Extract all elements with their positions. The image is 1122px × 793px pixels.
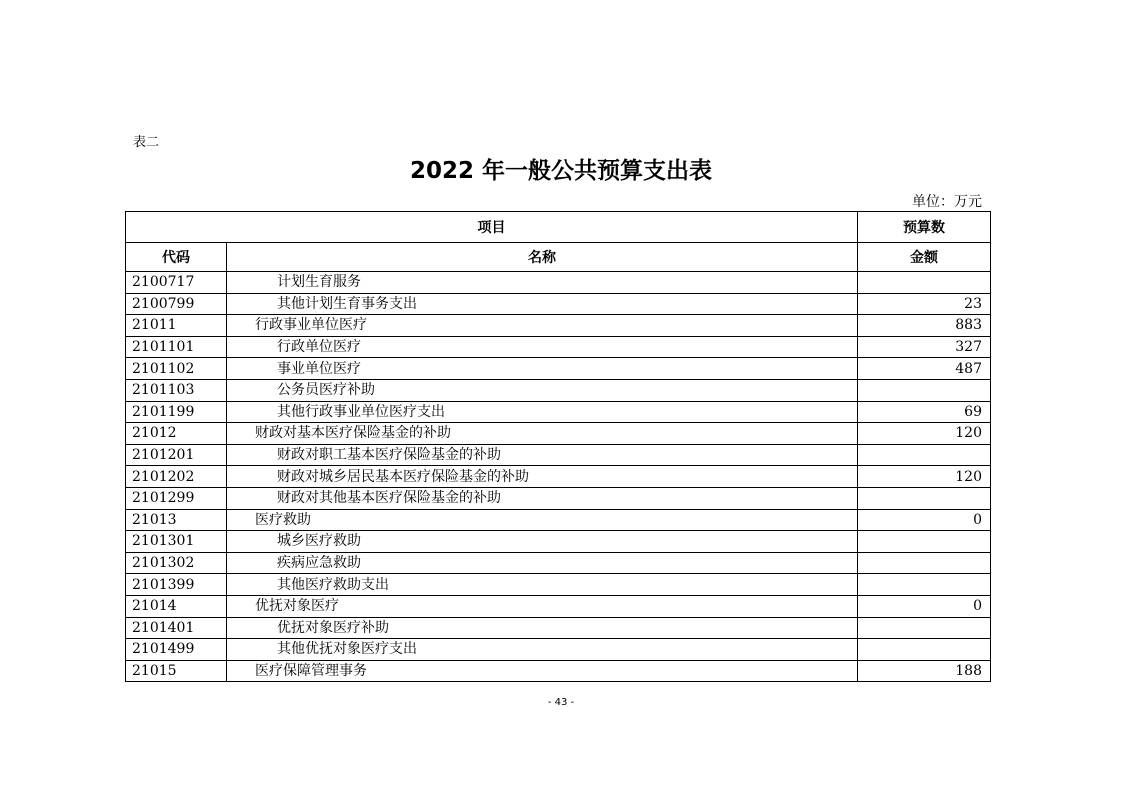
page-number: - 43 - [547, 697, 575, 708]
row-name: 其他优抚对象医疗支出 [227, 639, 858, 661]
row-code: 2100799 [126, 293, 227, 315]
table-row [126, 531, 991, 553]
row-code: 2101103 [126, 379, 227, 401]
table-row [126, 315, 991, 337]
row-amount [858, 531, 991, 553]
row-amount: 0 [858, 595, 991, 617]
table-row [126, 466, 991, 488]
row-code: 21014 [126, 595, 227, 617]
row-amount [858, 444, 991, 466]
row-name: 计划生育服务 [227, 272, 858, 294]
table-row [126, 574, 991, 596]
row-code: 2101302 [126, 552, 227, 574]
row-name: 优抚对象医疗 [227, 595, 858, 617]
row-name: 疾病应急救助 [227, 552, 858, 574]
unit-label: 单位：万元 [912, 194, 982, 210]
row-code: 2101201 [126, 444, 227, 466]
row-code: 2101101 [126, 336, 227, 358]
row-name: 医疗救助 [227, 509, 858, 531]
row-code: 2101399 [126, 574, 227, 596]
row-code: 2100717 [126, 272, 227, 294]
row-code: 21012 [126, 423, 227, 445]
table-row [126, 358, 991, 380]
header-amount: 金额 [858, 243, 991, 272]
row-name: 医疗保障管理事务 [227, 660, 858, 682]
table-label: 表二 [133, 135, 160, 150]
table-row [126, 660, 991, 682]
header-budget: 预算数 [858, 212, 991, 243]
table-row [126, 639, 991, 661]
row-code: 2101102 [126, 358, 227, 380]
row-name: 其他计划生育事务支出 [227, 293, 858, 315]
row-amount [858, 617, 991, 639]
row-name: 优抚对象医疗补助 [227, 617, 858, 639]
row-amount [858, 639, 991, 661]
row-code: 21015 [126, 660, 227, 682]
row-amount: 69 [858, 401, 991, 423]
row-code: 2101499 [126, 639, 227, 661]
row-name: 财政对职工基本医疗保险基金的补助 [227, 444, 858, 466]
row-name: 行政事业单位医疗 [227, 315, 858, 337]
row-amount: 23 [858, 293, 991, 315]
row-name: 财政对其他基本医疗保险基金的补助 [227, 487, 858, 509]
row-name: 其他医疗救助支出 [227, 574, 858, 596]
table-row [126, 379, 991, 401]
budget-table [125, 211, 991, 682]
table-row [126, 401, 991, 423]
row-code: 2101401 [126, 617, 227, 639]
row-code: 2101299 [126, 487, 227, 509]
table-row [126, 595, 991, 617]
header-row-2 [126, 243, 991, 272]
row-amount: 883 [858, 315, 991, 337]
row-amount [858, 552, 991, 574]
header-project: 项目 [126, 212, 858, 243]
row-code: 2101199 [126, 401, 227, 423]
row-code: 21013 [126, 509, 227, 531]
row-amount: 0 [858, 509, 991, 531]
row-amount [858, 379, 991, 401]
row-name: 行政单位医疗 [227, 336, 858, 358]
row-amount: 120 [858, 466, 991, 488]
row-name: 财政对城乡居民基本医疗保险基金的补助 [227, 466, 858, 488]
page-title: 2022 年一般公共预算支出表 [409, 158, 713, 184]
row-amount: 487 [858, 358, 991, 380]
header-name: 名称 [227, 243, 858, 272]
row-amount: 120 [858, 423, 991, 445]
table-row [126, 293, 991, 315]
header-code: 代码 [126, 243, 227, 272]
row-amount [858, 272, 991, 294]
header-row-1 [126, 212, 991, 243]
table-row [126, 552, 991, 574]
row-amount: 327 [858, 336, 991, 358]
row-amount [858, 487, 991, 509]
table-row [126, 444, 991, 466]
table-row [126, 509, 991, 531]
table-row [126, 487, 991, 509]
table-row [126, 336, 991, 358]
row-name: 财政对基本医疗保险基金的补助 [227, 423, 858, 445]
row-amount [858, 574, 991, 596]
row-code: 21011 [126, 315, 227, 337]
row-name: 城乡医疗救助 [227, 531, 858, 553]
row-code: 2101202 [126, 466, 227, 488]
row-name: 其他行政事业单位医疗支出 [227, 401, 858, 423]
table-body [126, 272, 991, 682]
table-row [126, 617, 991, 639]
table-row [126, 272, 991, 294]
row-name: 事业单位医疗 [227, 358, 858, 380]
row-amount: 188 [858, 660, 991, 682]
row-code: 2101301 [126, 531, 227, 553]
table-row [126, 423, 991, 445]
row-name: 公务员医疗补助 [227, 379, 858, 401]
